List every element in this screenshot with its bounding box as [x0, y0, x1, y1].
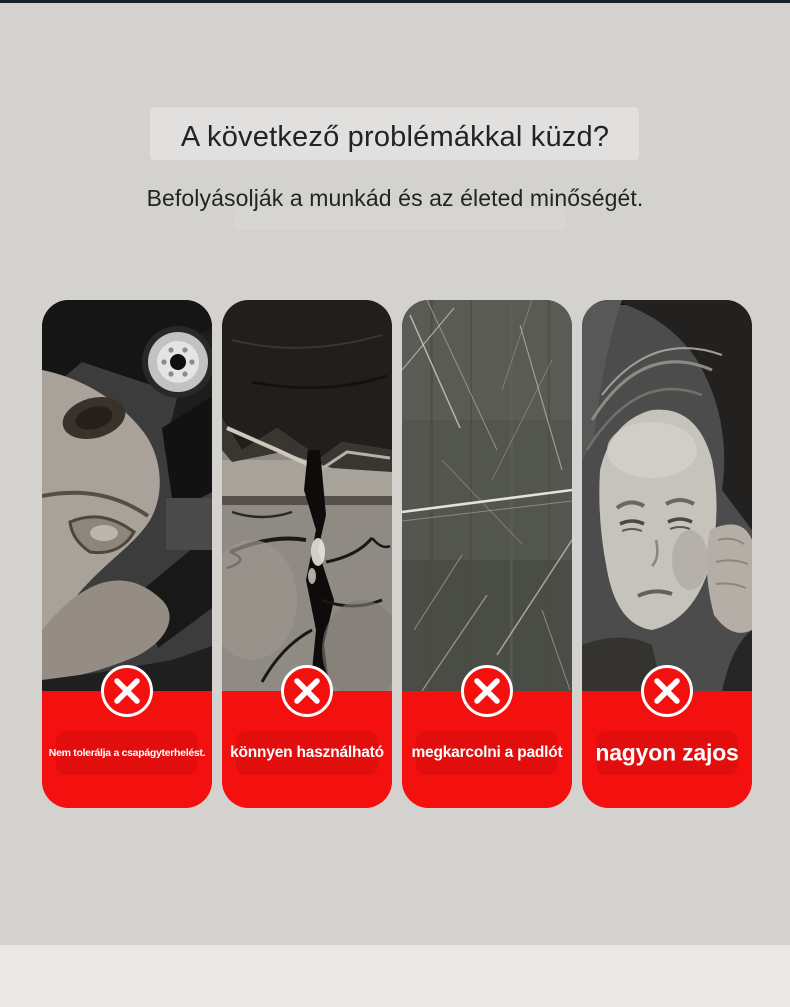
problem-label: könnyen használható [230, 744, 384, 761]
footer-strip [0, 945, 790, 1007]
problem-cards-row [42, 300, 752, 808]
photo-worn-caster-bearing [42, 300, 212, 691]
problem-label: Nem tolerálja a csapágyterhelést. [48, 747, 206, 759]
x-circle-icon [640, 664, 694, 718]
x-circle-icon [460, 664, 514, 718]
x-circle-icon [100, 664, 154, 718]
top-edge-line [0, 0, 790, 3]
page-title: A következő problémákkal küzd? [180, 121, 610, 153]
photo-cracked-beam [222, 300, 392, 691]
page-subtitle: Befolyásolják a munkád és az életed minőségét. [146, 185, 644, 211]
x-circle-icon [280, 664, 334, 718]
problem-card-scratches [402, 300, 572, 808]
photo-scratched-floor [402, 300, 572, 691]
problem-label: megkarcolni a padlót [411, 744, 563, 761]
problem-card-bearing [42, 300, 212, 808]
problem-card-noise [582, 300, 752, 808]
photo-child-covering-ears [582, 300, 752, 691]
problem-card-crack [222, 300, 392, 808]
problem-label: nagyon zajos [595, 739, 739, 766]
